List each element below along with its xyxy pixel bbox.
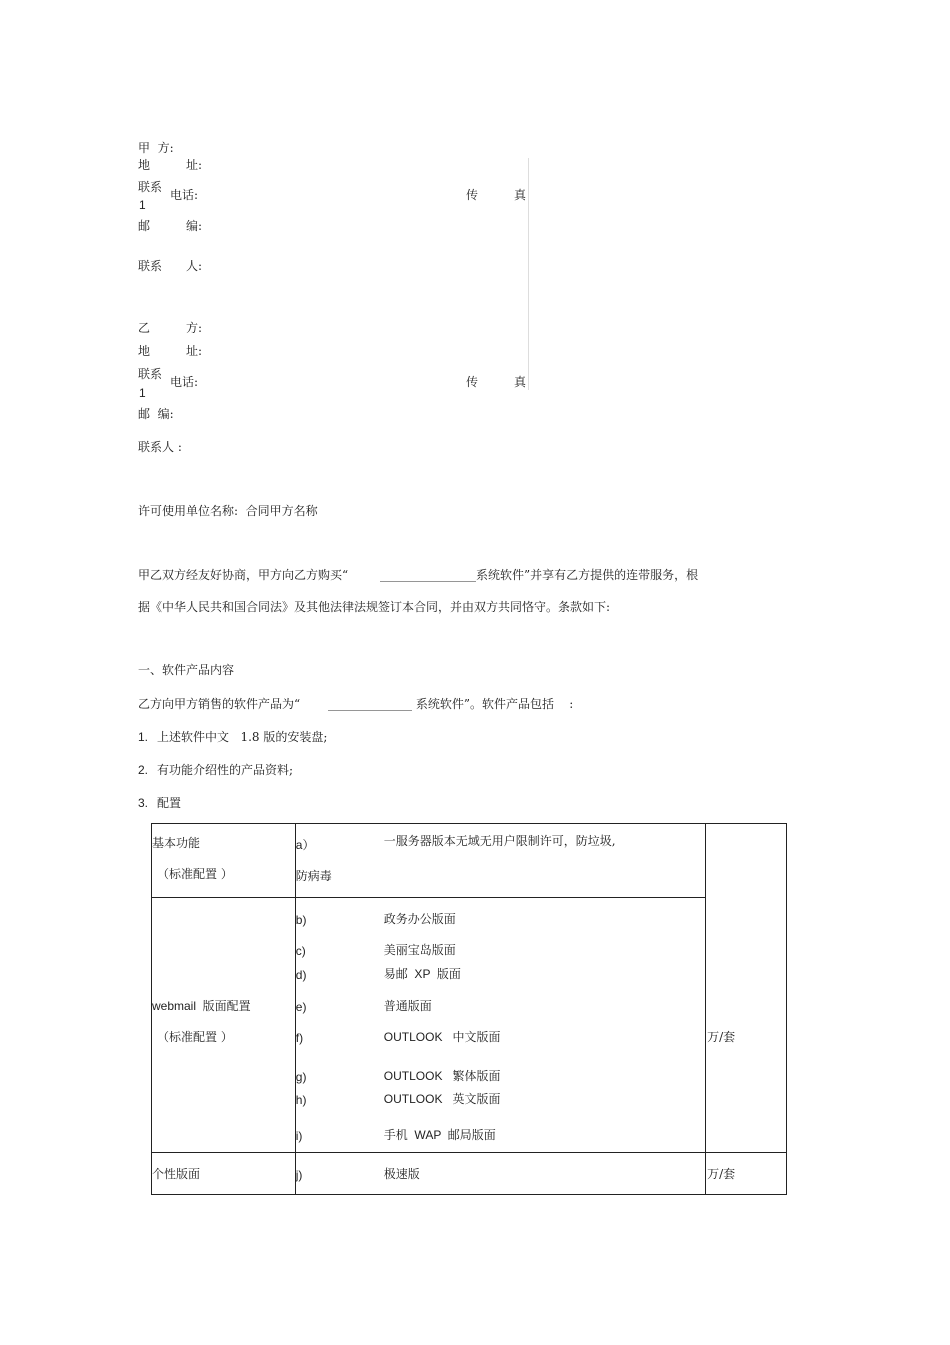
list-item-3-text: 配置	[157, 796, 182, 810]
webmail-price: 万/套	[707, 1030, 736, 1044]
party-a-phone-label-2: 1	[139, 198, 146, 212]
section-1-heading: 一、软件产品内容	[138, 663, 235, 677]
intro-line-1-end: ________________系统软件”并享有乙方提供的连带服务，根	[380, 568, 699, 582]
intro-line-1-start: 甲乙双方经友好协商，甲方向乙方购买“	[138, 568, 349, 582]
party-a-phone-label-1: 联系	[138, 180, 163, 194]
table-row-custom	[152, 1153, 787, 1195]
party-a-address-label-right: 址:	[186, 158, 203, 172]
custom-price-cell	[706, 1153, 787, 1195]
webmail-item-e-key: e)	[295, 1000, 307, 1014]
party-a-contact-label-right: 人:	[186, 259, 203, 273]
party-a-phone-label-right: 电话:	[170, 188, 199, 202]
webmail-item-b-text: 政务办公版面	[383, 912, 456, 926]
party-b-fax-label-left: 传	[466, 375, 479, 389]
table-row-basic	[152, 824, 787, 898]
party-b-contact-label: 联系人 :	[138, 440, 182, 454]
party-b-phone-label-right: 电话:	[170, 375, 199, 389]
intro-line-2: 据《中华人民共和国合同法》及其他法律法规签订本合同，并由双方共同恪守。条款如下:	[138, 600, 611, 614]
list-item-3-number: 3.	[138, 796, 149, 810]
basic-function-standard: （标准配置 ）	[157, 867, 233, 881]
webmail-item-i-text: 手机 WAP 邮局版面	[383, 1128, 496, 1142]
webmail-item-i-key: i)	[295, 1129, 303, 1143]
webmail-item-b-key: b)	[295, 913, 307, 927]
section-1-desc-start: 乙方向甲方销售的软件产品为“	[138, 697, 301, 711]
table-row-webmail	[152, 898, 787, 1153]
custom-item-j-key: j)	[295, 1168, 303, 1182]
webmail-item-f-key: f)	[295, 1031, 304, 1045]
basic-item-a-key: a）	[295, 838, 315, 852]
webmail-config-cell	[152, 898, 296, 1153]
webmail-price-cell	[706, 824, 787, 1153]
custom-layout-detail-cell	[295, 1153, 705, 1195]
list-item-2-number: 2.	[138, 763, 149, 777]
webmail-config-label: webmail 版面配置	[152, 999, 251, 1013]
party-a-address-label-left: 地	[138, 158, 151, 172]
basic-item-a-text: 一服务器版本无域无用户限制许可，防垃圾,	[383, 834, 616, 848]
party-b-postcode-label: 邮 编:	[138, 407, 174, 421]
party-a-fax-label-left: 传	[466, 188, 479, 202]
list-item-1-text: 上述软件中文 1.8 版的安装盘;	[157, 730, 328, 744]
custom-layout-cell	[152, 1153, 296, 1195]
webmail-item-c-text: 美丽宝岛版面	[383, 943, 456, 957]
webmail-item-d-text: 易邮 XP 版面	[383, 967, 461, 981]
custom-price: 万/套	[707, 1167, 736, 1181]
basic-item-a-text-cont: 防病毒	[295, 869, 332, 883]
webmail-items-cell	[295, 898, 705, 1153]
party-b-label-left: 乙	[138, 321, 151, 335]
webmail-item-g-key: g)	[295, 1070, 307, 1084]
party-b-address-label-right: 址:	[186, 344, 203, 358]
form-divider-line	[528, 158, 529, 390]
party-a-postcode-label-right: 编:	[186, 219, 203, 233]
party-b-fax-label-right: 真	[514, 375, 527, 389]
basic-function-detail-cell	[295, 824, 705, 898]
list-item-2-text: 有功能介绍性的产品资料;	[157, 763, 294, 777]
licensee-name-line: 许可使用单位名称: 合同甲方名称	[138, 504, 318, 518]
section-1-desc-end: ______________ 系统软件”。软件产品包括 :	[328, 697, 574, 711]
webmail-item-h-text: OUTLOOK 英文版面	[383, 1092, 501, 1106]
party-b-address-label-left: 地	[138, 344, 151, 358]
party-a-contact-label-left: 联系	[138, 259, 163, 273]
party-a-label: 甲 方:	[138, 141, 174, 155]
custom-layout-label: 个性版面	[152, 1167, 201, 1181]
party-b-phone-label-2: 1	[139, 386, 146, 400]
basic-function-label: 基本功能	[152, 836, 201, 850]
custom-item-j-text: 极速版	[383, 1167, 420, 1181]
webmail-item-d-key: d)	[295, 968, 307, 982]
webmail-item-e-text: 普通版面	[383, 999, 432, 1013]
webmail-item-h-key: h)	[295, 1093, 307, 1107]
party-a-fax-label-right: 真	[514, 188, 527, 202]
webmail-item-c-key: c)	[295, 944, 306, 958]
config-table	[151, 823, 787, 1195]
basic-function-cell	[152, 824, 296, 898]
webmail-config-standard: （标准配置 ）	[157, 1030, 233, 1044]
party-a-postcode-label-left: 邮	[138, 219, 151, 233]
list-item-1-number: 1.	[138, 730, 149, 744]
party-b-phone-label-1: 联系	[138, 367, 163, 381]
webmail-item-f-text: OUTLOOK 中文版面	[383, 1030, 501, 1044]
webmail-item-g-text: OUTLOOK 繁体版面	[383, 1069, 501, 1083]
party-b-label-right: 方:	[186, 321, 203, 335]
